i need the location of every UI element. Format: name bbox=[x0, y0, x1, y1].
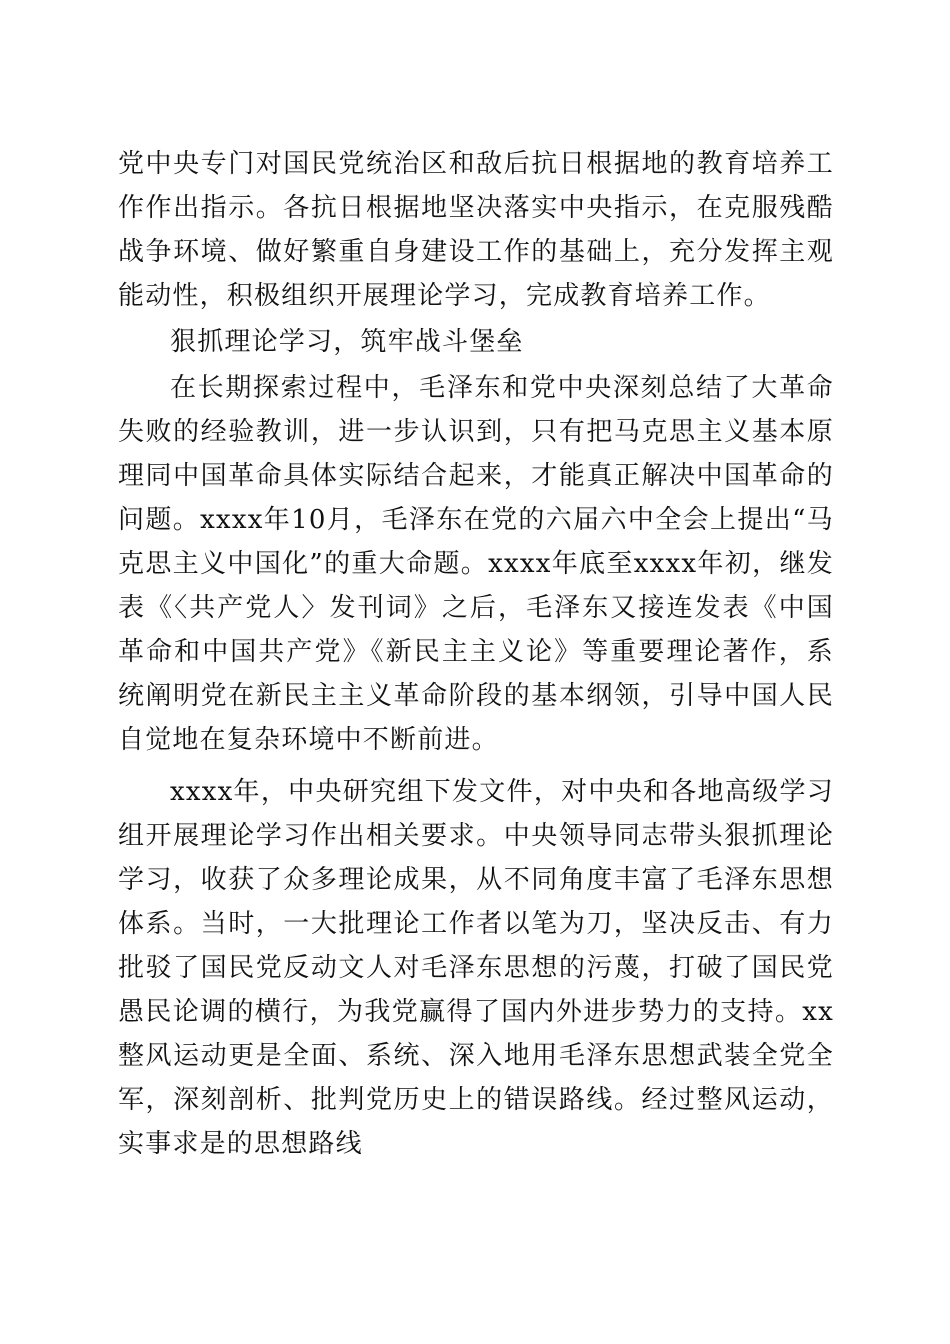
paragraph-central-research-group: xxxx年，中央研究组下发文件，对中央和各地高级学习组开展理论学习作出相关要求。中央领导同志带头狠抓理论学习，收获了众多理论成果，从不同角度丰富了毛泽东思想体系。当时，一大批理论工作者以笔为刀，坚决反击、有力批驳了国民党反动文人对毛泽东思想的污蔑，打破了国民党愚民论调的横行，为我党赢得了国内外进步势力的支持。xx整风运动更是全面、系统、深入地用毛泽东思想武装全党全军，深刻剖析、批判党历史上的错误路线。经过整风运动，实事求是的思想路线 bbox=[118, 777, 834, 1159]
paragraph-long-exploration: 在长期探索过程中，毛泽东和党中央深刻总结了大革命失败的经验教训，进一步认识到，只有把马克思主义基本原理同中国革命具体实际结合起来，才能真正解决中国革命的问题。xxxx年10月，毛泽东在党的六届六中全会上提出“马克思主义中国化”的重大命题。xxxx年底至xxxx年初，继发表《〈共产党人〉发刊词》之后，毛泽东又接连发表《中国革命和中国共产党》《新民主主义论》等重要理论著作，系统阐明党在新民主主义革命阶段的基本纲领，引导中国人民自觉地在复杂环境中不断前进。 bbox=[118, 373, 834, 755]
document-page bbox=[118, 142, 834, 1166]
section-heading: 狠抓理论学习，筑牢战斗堡垒 bbox=[170, 327, 524, 357]
paragraph-continuation: 党中央专门对国民党统治区和敌后抗日根据地的教育培养工作作出指示。各抗日根据地坚决落实中央指示，在克服残酷战争环境、做好繁重自身建设工作的基础上，充分发挥主观能动性，积极组织开展理论学习，完成教育培养工作。 bbox=[118, 149, 834, 311]
